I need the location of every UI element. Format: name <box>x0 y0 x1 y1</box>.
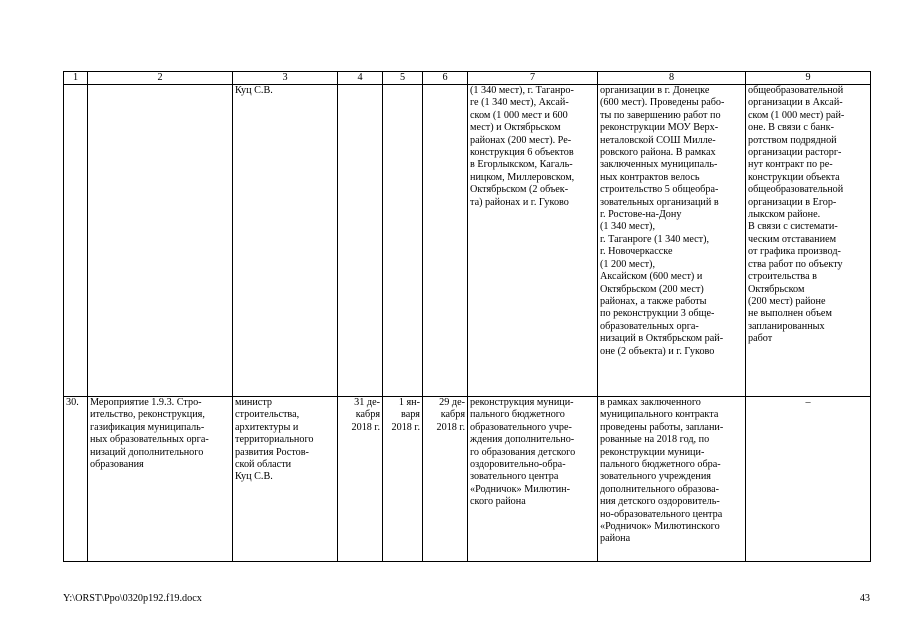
header-col-3: 3 <box>233 72 338 85</box>
cell-text: общеобразовательной организации в Аксай- ском (1 000 мест) рай- оне. В связи с банк- ротством подрядной организации расторг- нут контракт по ре- конструкции объекта общеобразовательной организации в Егор- лыкском районе. В связи с системати- ческим отставанием от графика производ- ства работ по объекту строительства в Октябрьском (200 мест) районе не выполнен объем запланированных работ <box>748 85 845 345</box>
measure-name-cell <box>88 397 233 562</box>
header-col-8: 8 <box>598 72 746 85</box>
actual-end-date-cell <box>423 85 468 397</box>
cell-text: 30. <box>66 397 79 408</box>
planned-results-cell <box>468 397 598 562</box>
header-col-6: 6 <box>423 72 468 85</box>
header-col-9: 9 <box>746 72 871 85</box>
table-row <box>64 85 871 397</box>
footer-page-number: 43 <box>859 593 870 604</box>
planned-results-cell <box>468 85 598 397</box>
planned-end-date-cell <box>338 397 383 562</box>
cell-text: реконструкция муници- пального бюджетного образовательного учре- ждения дополнительно- го образования детского оздоровительно-обра- зовательного центра «Родничок» Милютин- ского района <box>470 397 576 508</box>
cell-text: 29 де- кабря 2018 г. <box>436 397 465 433</box>
planned-end-date-cell <box>338 85 383 397</box>
actual-results-cell <box>598 397 746 562</box>
actual-end-date-cell <box>423 397 468 562</box>
cell-text: Куц С.В. <box>235 85 273 96</box>
row-number-cell <box>64 85 88 397</box>
cell-text: (1 340 мест), г. Таганро- ге (1 340 мест), Аксай- ском (1 000 мест и 600 мест) и Октябрьском районах (200 мест). Ре- конструкция 6 объектов в Егорлыкском, Кагаль- ницком, Миллеровском, Октябрьском (2 объек- та) районах и г. Гуково <box>470 85 575 208</box>
header-col-7: 7 <box>468 72 598 85</box>
report-table <box>63 71 871 562</box>
actual-results-cell <box>598 85 746 397</box>
responsible-cell <box>233 397 338 562</box>
measure-name-cell <box>88 85 233 397</box>
reasons-cell <box>746 85 871 397</box>
row-number-cell <box>64 397 88 562</box>
header-col-1: 1 <box>64 72 88 85</box>
header-col-4: 4 <box>338 72 383 85</box>
cell-text: Мероприятие 1.9.3. Стро- ительство, реконструкция, газификация муниципаль- ных образовательных орга- низаций дополнительного образования <box>90 397 209 471</box>
header-col-5: 5 <box>383 72 423 85</box>
cell-text: 1 ян- варя 2018 г. <box>391 397 420 433</box>
cell-text: 31 де- кабря 2018 г. <box>351 397 380 433</box>
actual-start-date-cell <box>383 85 423 397</box>
responsible-cell <box>233 85 338 397</box>
reasons-cell <box>746 397 871 562</box>
cell-text: организации в г. Донецке (600 мест). Проведены рабо- ты по завершению работ по реконструкции МОУ Верх- неталовской СОШ Милле- ровского района. В рамках заключенных муниципаль- ных контрактов велось строительство 5 общеобра- зовательных организаций в г. Ростове-на-Дону (1 340 мест), г. Таганроге (1 340 мест), г. Новочеркасске (1 200 мест), Аксайском (600 мест) и Октябрьском (200 мест) районах, а также работы по реконструкции 3 обще- образовательных орга- низаций в Октябрьском рай- оне (2 объекта) и г. Гуково <box>600 85 725 357</box>
cell-text: – <box>805 397 811 408</box>
cell-text: министр строительства, архитектуры и территориального развития Ростов- ской области Куц С.В. <box>235 397 314 483</box>
actual-start-date-cell <box>383 397 423 562</box>
footer-file-path: Y:\ORST\Ppo\0320p192.f19.docx <box>63 593 202 604</box>
cell-text: в рамках заключенного муниципального контракта проведены работы, заплани- рованные на 2018 год, по реконструкции муници- пального бюджетного обра- зовательного учреждения дополнительного образова- ния детского оздоровитель- но-образовательного центра «Родничок» Милютинского района <box>600 397 724 545</box>
table-row <box>64 397 871 562</box>
header-col-2: 2 <box>88 72 233 85</box>
table-header-row <box>64 72 871 85</box>
